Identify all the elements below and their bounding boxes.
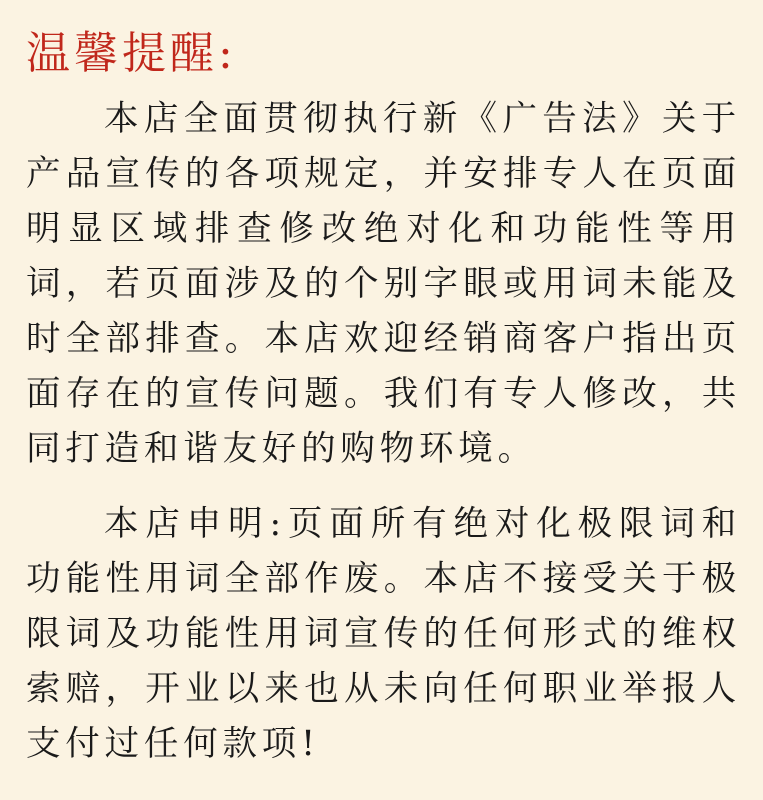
notice-paragraph-declaration: 本店申明:页面所有绝对化极限词和功能性用词全部作废。本店不接受关于极限词及功能性用词宣传的任何形式的维权索赔，开业以来也从未向任何职业举报人支付过任何款项! xyxy=(26,504,741,764)
notice-paragraph-compliance: 本店全面贯彻执行新《广告法》关于产品宣传的各项规定，并安排专人在页面明显区域排查修改绝对化和功能性等用词，若页面涉及的个别字眼或用词未能及时全部排查。本店欢迎经销商客户指出页面存在的宣传问题。我们有专人修改，共同打造和谐友好的购物环境。 xyxy=(26,99,741,469)
notice-title: 温馨提醒: xyxy=(26,28,237,79)
